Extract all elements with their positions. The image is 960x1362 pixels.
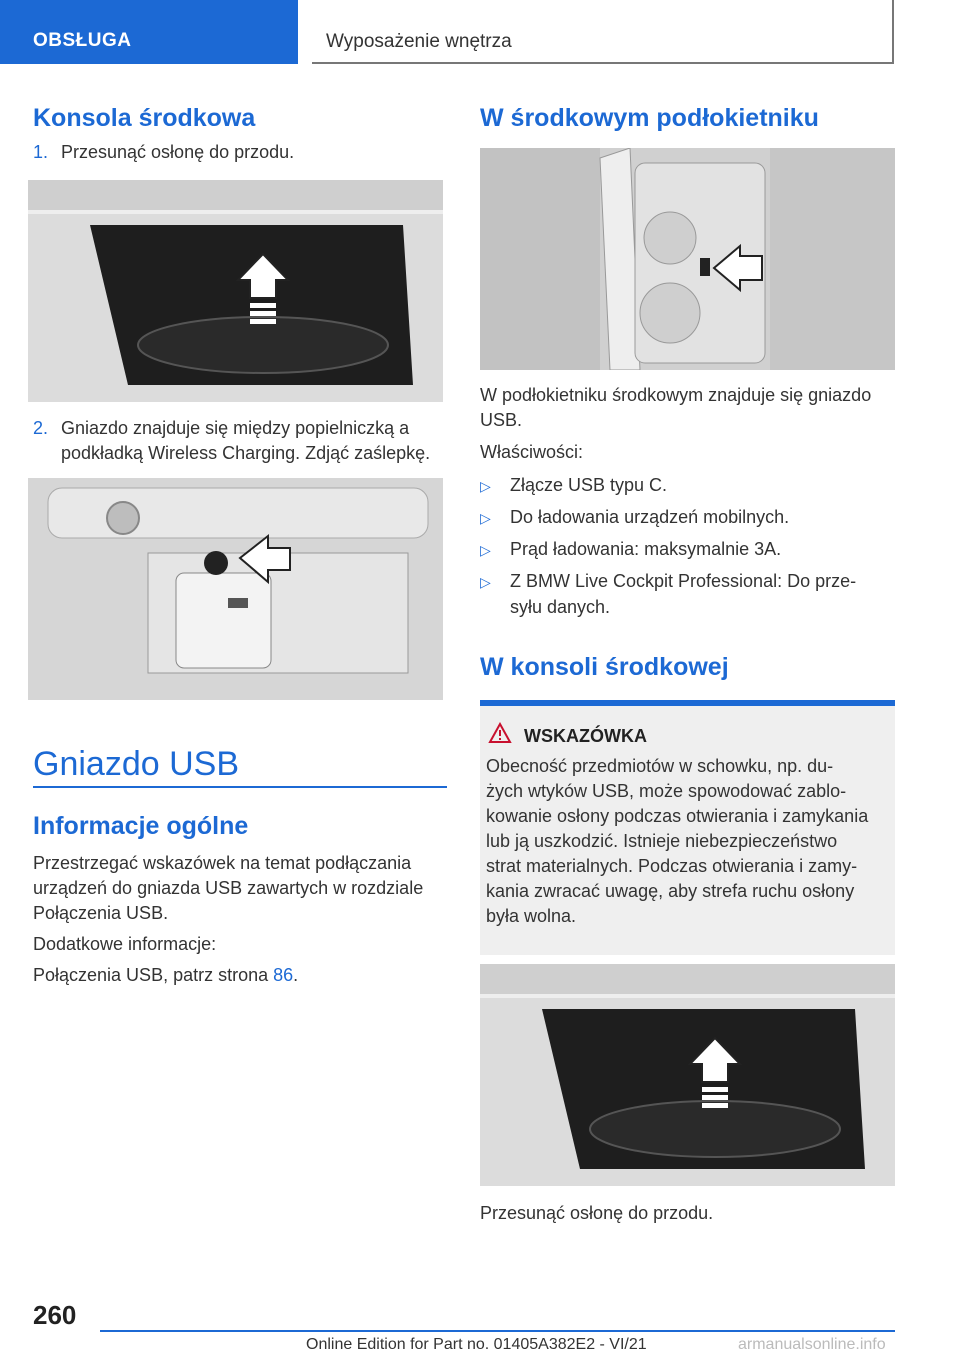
step-1-text: Przesunąć osłonę do przodu. [61, 142, 295, 162]
page-number: 260 [33, 1300, 77, 1330]
armrest-title: W środkowym podłokietniku [480, 104, 819, 132]
page-link[interactable]: 86 [273, 965, 294, 985]
warning-line-2: żych wtyków USB, może spowodować zablo- [486, 781, 847, 801]
warning-line-3: kowanie osłony podczas otwierania i zamykania [486, 806, 869, 826]
edition-info: Online Edition for Part no. 01405A382E2 - VI/21 [306, 1336, 647, 1353]
bullet-triangle-icon: ▷ [480, 542, 491, 558]
warning-line-5: strat materialnych. Podczas otwierania i zamy- [486, 856, 858, 876]
step-2-line-1: Gniazdo znajduje się między popielniczką a [61, 418, 410, 438]
center-console-heading: W konsoli środkowej [480, 653, 729, 681]
chapter-label: Wyposażenie wnętrza [326, 31, 512, 52]
bullet-2-text: Do ładowania urządzeń mobilnych. [510, 507, 790, 527]
cover-slide-image-2 [480, 964, 895, 1186]
step-2-number: 2. [33, 418, 49, 438]
step-1 [33, 140, 294, 165]
bullet-1-text: Złącze USB typu C. [510, 475, 668, 495]
bullet-2 [480, 505, 789, 531]
step-2 [33, 416, 430, 466]
step-2-line-2: podkładką Wireless Charging. Zdjąć zaślepkę. [61, 443, 431, 463]
warning-triangle-icon [488, 722, 512, 744]
armrest-line-2: USB. [480, 410, 523, 430]
warning-line-4: lub ją uszkodzić. Istnieje niebezpieczeństwo [486, 831, 838, 851]
bullet-triangle-icon: ▷ [480, 574, 491, 590]
bullet-1 [480, 473, 667, 499]
section-label: OBSŁUGA [33, 30, 132, 51]
watermark: armanualsonline.info [738, 1336, 886, 1353]
section-tab[interactable] [0, 0, 298, 64]
footer-rule [100, 1330, 895, 1332]
armrest-text [480, 383, 871, 433]
general-info-line-2: urządzeń do gniazda USB zawartych w rozdziale [33, 878, 424, 898]
cover-slide-image [28, 180, 443, 402]
reference-end: . [293, 965, 299, 985]
general-info-text [33, 851, 423, 926]
chapter-tab[interactable] [312, 0, 894, 64]
bullet-4-line-1: Z BMW Live Cockpit Professional: Do prze- [510, 571, 857, 591]
reference-line [33, 963, 298, 988]
warning-line-1: Obecność przedmiotów w schowku, np. du- [486, 756, 834, 776]
image-caption: Przesunąć osłonę do przodu. [480, 1203, 714, 1223]
warning-box [480, 700, 895, 955]
warning-line-7: była wolna. [486, 906, 577, 926]
bullet-4-line-2: syłu danych. [510, 597, 611, 617]
armrest-line-1: W podłokietniku środkowym znajduje się gniazdo [480, 385, 872, 405]
warning-text [486, 754, 868, 929]
console-title: Konsola środkowa [33, 104, 256, 132]
bullet-3 [480, 537, 781, 563]
general-info-heading: Informacje ogólne [33, 812, 249, 840]
armrest-image [480, 148, 895, 370]
warning-title: WSKAZÓWKA [524, 726, 647, 746]
extra-info-label: Dodatkowe informacje: [33, 934, 217, 954]
warning-line-6: kania zwracać uwagę, aby strefa ruchu osłony [486, 881, 855, 901]
usb-socket-image [28, 478, 443, 700]
bullet-triangle-icon: ▷ [480, 478, 491, 494]
general-info-line-1: Przestrzegać wskazówek na temat podłączania [33, 853, 412, 873]
general-info-line-3: Połączenia USB. [33, 903, 169, 923]
heading-rule [33, 786, 447, 788]
bullet-4 [480, 569, 856, 620]
bullet-triangle-icon: ▷ [480, 510, 491, 526]
step-1-number: 1. [33, 142, 49, 162]
usb-socket-heading: Gniazdo USB [33, 745, 239, 783]
bullet-3-text: Prąd ładowania: maksymalnie 3A. [510, 539, 782, 559]
properties-label: Właściwości: [480, 442, 584, 462]
reference-text: Połączenia USB, patrz strona [33, 965, 274, 985]
